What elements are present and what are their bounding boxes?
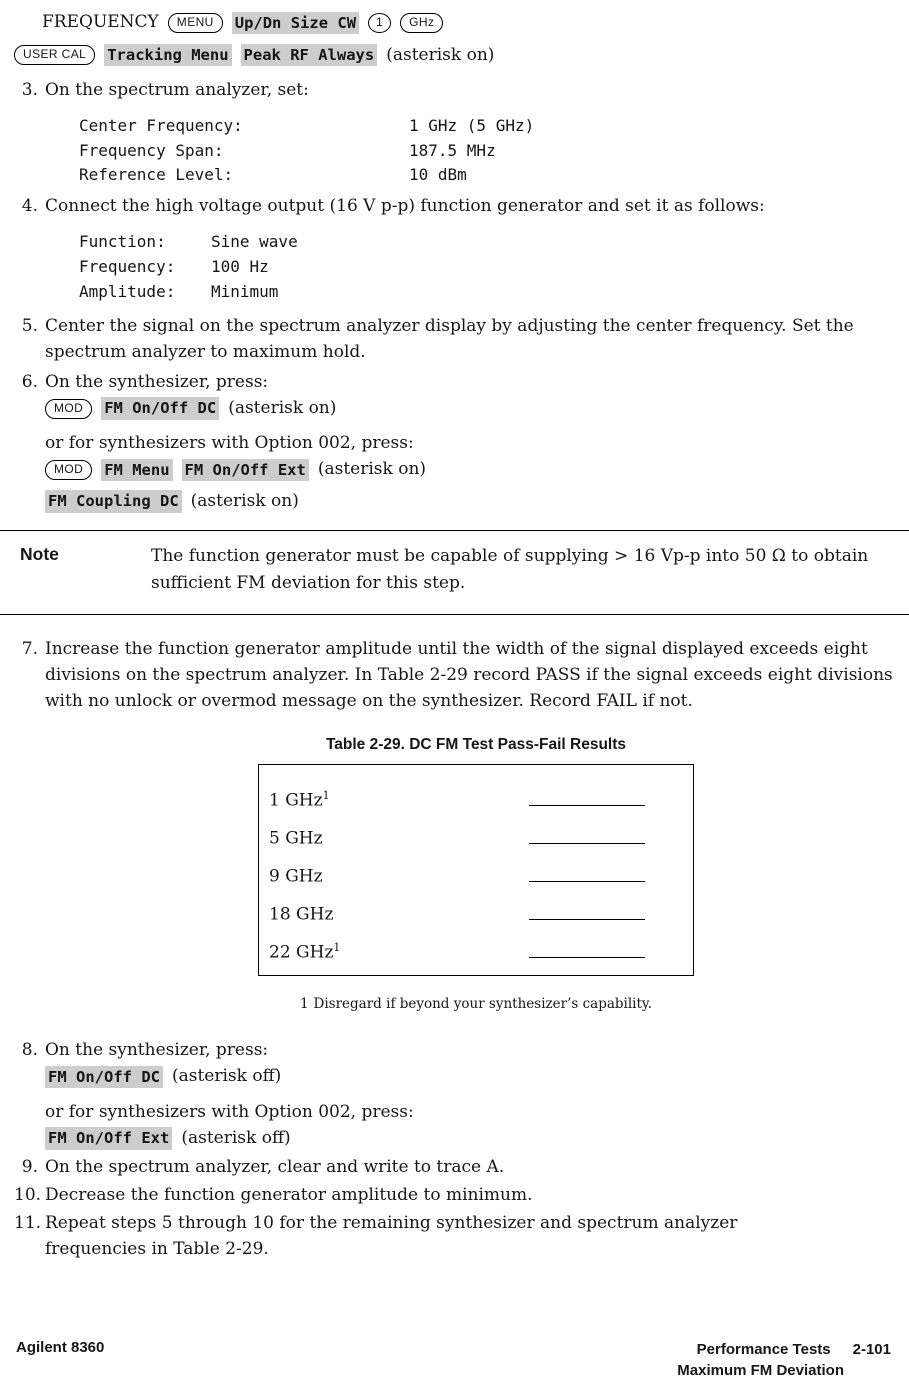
footer-section-line	[677, 1339, 891, 1361]
step-number: 7.	[21, 638, 38, 659]
softkey-fm-onoff-ext: FM On/Off Ext	[45, 1127, 172, 1149]
asterisk-state-note: (asterisk on)	[386, 44, 495, 65]
setting-label: Function:	[79, 232, 166, 252]
table-row	[259, 773, 693, 811]
step-number: 4.	[21, 196, 38, 217]
frequency-text: 9 GHz	[269, 867, 323, 888]
softkey-fm-onoff-dc: FM On/Off DC	[45, 1066, 163, 1088]
softkey-fm-onoff-dc: FM On/Off DC	[101, 397, 219, 419]
softkey-tracking-menu: Tracking Menu	[104, 44, 231, 66]
step-body	[45, 370, 893, 514]
note-block	[0, 530, 909, 615]
setting-row	[79, 230, 893, 255]
step-text: Increase the function generator amplitude until the width of the signal displayed exceeds eight divisions on the spectrum analyzer. In Table 2-29 record PASS if the signal exceeds eight divisions with no unlock or overmod message on the synthesizer. Record FAIL if not.	[45, 638, 893, 711]
asterisk-state-note: (asterisk on)	[228, 397, 337, 418]
step-body	[45, 194, 893, 310]
setting-label: Frequency Span:	[79, 140, 224, 160]
step-number: 3.	[21, 80, 38, 100]
table-row	[259, 849, 693, 887]
keypress-line-fm-ext	[45, 457, 893, 483]
step-number: 11.	[14, 1212, 42, 1233]
table-row	[259, 887, 693, 925]
result-blank-line	[529, 919, 645, 920]
user-cal-key: USER CAL	[14, 45, 95, 65]
setting-label: Frequency:	[79, 256, 176, 276]
step-text: Repeat steps 5 through 10 for the remaining synthesizer and spectrum analyzer frequencies in Table 2-29.	[45, 1212, 738, 1259]
result-blank-line	[529, 957, 645, 958]
result-blank-line	[529, 805, 645, 806]
footnote-marker: 1	[333, 941, 341, 955]
mod-key: MOD	[45, 460, 92, 480]
frequency-label	[269, 827, 323, 849]
setting-value: 10 dBm	[409, 165, 467, 185]
softkey-updn-size-cw: Up/Dn Size CW	[232, 12, 359, 34]
step-body	[45, 78, 893, 194]
step-3	[14, 78, 893, 194]
frequency-label: FREQUENCY	[42, 12, 159, 32]
footer-page-number: 2-101	[852, 1340, 891, 1358]
step-6	[14, 370, 893, 514]
option-002-text: or for synthesizers with Option 002, press:	[45, 433, 414, 454]
setting-row	[79, 139, 893, 164]
softkey-fm-menu: FM Menu	[101, 459, 172, 481]
keypress-line-fm-coupling	[45, 489, 893, 515]
step-number: 6.	[21, 372, 38, 393]
step-body	[45, 1155, 893, 1181]
generator-settings-block	[79, 230, 893, 304]
setting-value: 187.5 MHz	[409, 140, 496, 160]
step-text: On the synthesizer, press:	[45, 372, 269, 393]
step-text: Decrease the function generator amplitude to minimum.	[45, 1184, 533, 1205]
mod-key: MOD	[45, 399, 92, 419]
asterisk-state-note: (asterisk off)	[181, 1127, 291, 1148]
step-number: 8.	[21, 1040, 38, 1061]
setting-row	[79, 114, 893, 139]
step-10	[14, 1183, 893, 1209]
step-body	[45, 314, 893, 366]
step-text: Connect the high voltage output (16 V p-p) function generator and set it as follows:	[45, 196, 765, 217]
keypress-line-fm-dc-off	[45, 1064, 893, 1090]
table-row	[259, 811, 693, 849]
step-number: 9.	[21, 1157, 38, 1178]
step-body	[45, 637, 893, 714]
frequency-label	[269, 941, 340, 963]
footer-section-title: Performance Tests	[696, 1340, 831, 1358]
step-body	[45, 1183, 893, 1209]
keypress-line-fm-dc	[45, 396, 893, 422]
step-7	[14, 637, 893, 714]
footnote-text: Disregard if beyond your synthesizer’s capability.	[313, 996, 653, 1013]
menu-key: MENU	[168, 13, 223, 33]
step-4	[14, 194, 893, 310]
step-11	[14, 1211, 893, 1263]
setting-value: Sine wave	[211, 232, 298, 252]
frequency-label	[269, 789, 330, 811]
setting-label: Center Frequency:	[79, 115, 243, 135]
table-title: Table 2-29. DC FM Test Pass-Fail Results	[325, 736, 627, 754]
setting-row	[79, 163, 893, 188]
keypress-line-user-cal	[14, 43, 893, 69]
footer-test-name: Maximum FM Deviation	[677, 1362, 844, 1380]
step-number: 5.	[21, 316, 38, 337]
step-text: On the spectrum analyzer, clear and write to trace A.	[45, 1157, 505, 1178]
table-2-29-section	[258, 736, 694, 1012]
frequency-text: 18 GHz	[269, 905, 334, 926]
step-body	[45, 1211, 815, 1263]
result-blank-line	[529, 881, 645, 882]
table-row	[259, 925, 693, 963]
ghz-key: GHz	[400, 13, 443, 33]
step-5	[14, 314, 893, 366]
footer-model: Agilent 8360	[16, 1338, 105, 1356]
step-number: 10.	[14, 1184, 42, 1205]
softkey-fm-coupling-dc: FM Coupling DC	[45, 490, 182, 512]
setting-value: 100 Hz	[211, 256, 269, 276]
setting-row	[79, 255, 893, 280]
setting-value: Minimum	[211, 281, 279, 301]
setting-value: 1 GHz (5 GHz)	[409, 115, 535, 135]
table-box	[258, 764, 694, 976]
step-9	[14, 1155, 893, 1181]
asterisk-state-note: (asterisk off)	[171, 1066, 282, 1087]
analyzer-settings-block	[79, 114, 893, 188]
frequency-text: 1 GHz	[269, 791, 323, 812]
note-text: The function generator must be capable of supplying > 16 Vp-p into 50 Ω to obtain sufficient FM deviation for this step.	[151, 546, 869, 593]
footnote-marker: 1	[299, 996, 309, 1013]
step-text: Center the signal on the spectrum analyzer display by adjusting the center frequency. Set the spectrum analyzer to maximum hold.	[45, 316, 854, 363]
frequency-text: 5 GHz	[269, 829, 323, 850]
setting-label: Reference Level:	[79, 165, 234, 185]
frequency-label	[269, 903, 333, 925]
footnote-marker: 1	[322, 789, 330, 803]
asterisk-state-note: (asterisk on)	[317, 459, 427, 480]
setting-row	[79, 280, 893, 305]
result-blank-line	[529, 843, 645, 844]
note-inner	[20, 543, 887, 596]
one-key: 1	[368, 13, 391, 33]
frequency-label	[269, 865, 323, 887]
table-footnote	[258, 996, 694, 1012]
asterisk-state-note: (asterisk on)	[190, 490, 299, 511]
setting-label: Amplitude:	[79, 281, 176, 301]
footer-section-info	[677, 1339, 891, 1383]
step-text: On the synthesizer, press:	[45, 1040, 269, 1061]
option-002-text: or for synthesizers with Option 002, press:	[45, 1101, 414, 1122]
step-text: On the spectrum analyzer, set:	[45, 80, 309, 100]
keypress-line-fm-ext-off	[45, 1126, 893, 1152]
note-label: Note	[20, 544, 59, 565]
softkey-fm-onoff-ext: FM On/Off Ext	[182, 459, 309, 481]
step-8	[14, 1038, 893, 1151]
page-footer	[0, 1339, 909, 1383]
softkey-peak-rf-always: Peak RF Always	[241, 44, 378, 66]
step-body	[45, 1038, 893, 1151]
keypress-line-frequency	[42, 10, 893, 36]
frequency-text: 22 GHz	[269, 943, 334, 964]
